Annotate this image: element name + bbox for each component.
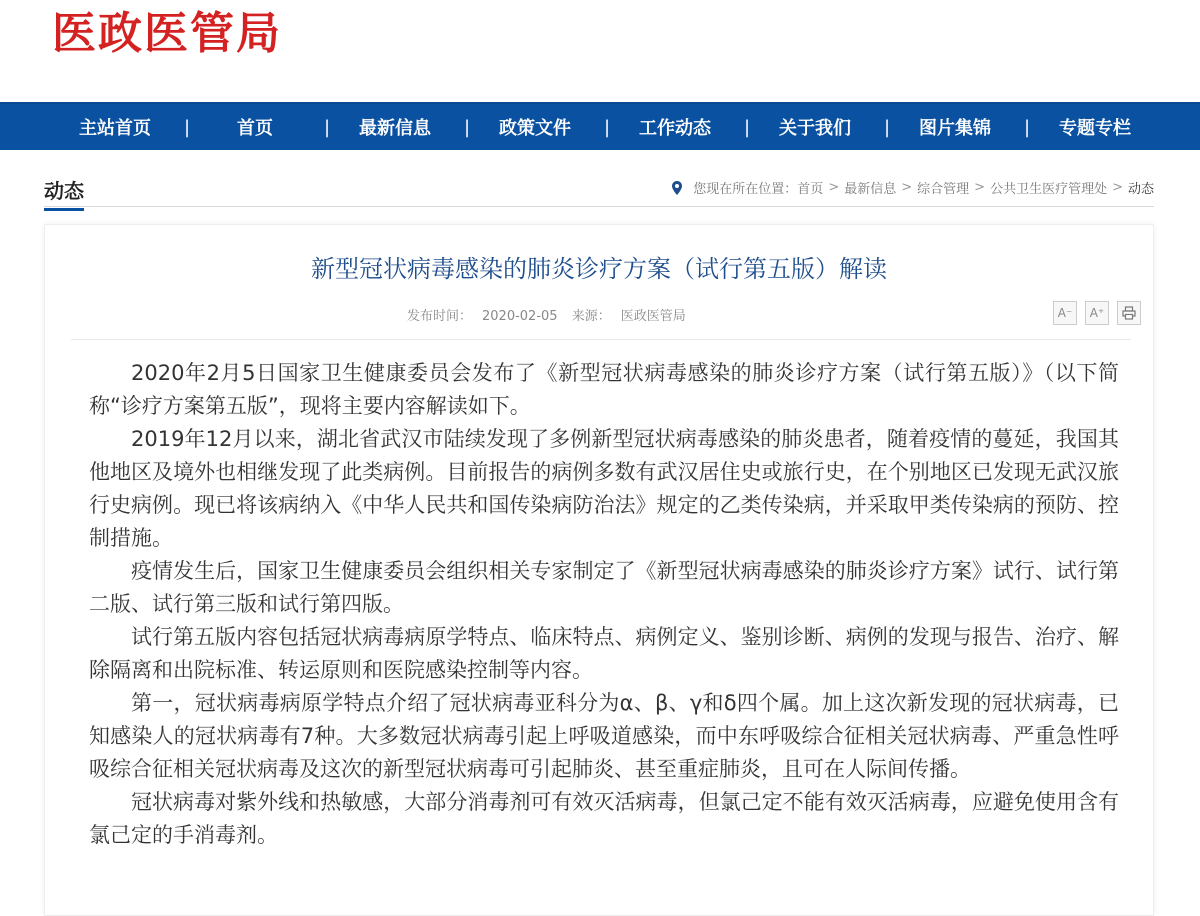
breadcrumb-current: 动态 (1127, 182, 1154, 197)
main-nav (0, 102, 1200, 150)
print-button[interactable] (1117, 301, 1141, 325)
nav-separator: | (1024, 116, 1031, 138)
publish-label: 发布时间： (407, 309, 473, 324)
article-body (89, 357, 1119, 852)
nav-separator: | (744, 116, 751, 138)
section-header (44, 170, 1154, 207)
section-title: 动态 (44, 175, 84, 211)
nav-item-work-news[interactable]: 工作动态 (639, 118, 711, 139)
breadcrumb (669, 178, 1154, 197)
paragraph: 疫情发生后，国家卫生健康委员会组织相关专家制定了《新型冠状病毒感染的肺炎诊疗方案》试行、试行第二版、试行第三版和试行第四版。 (89, 559, 1119, 616)
location-label: 您现在所在位置： (693, 182, 798, 197)
article-meta (407, 305, 696, 324)
source-name: 医政医管局 (620, 309, 686, 324)
nav-item-policy[interactable]: 政策文件 (499, 118, 571, 139)
paragraph: 2020年2月5日国家卫生健康委员会发布了《新型冠状病毒感染的肺炎诊疗方案（试行第五版）》（以下简称“诊疗方案第五版”，现将主要内容解读如下。 (89, 361, 1119, 418)
article-title: 新型冠状病毒感染的肺炎诊疗方案（试行第五版）解读 (311, 255, 887, 283)
breadcrumb-arrow: > (828, 180, 840, 195)
paragraph: 冠状病毒对紫外线和热敏感，大部分消毒剂可有效灭活病毒，但氯己定不能有效灭活病毒，应避免使用含有氯己定的手消毒剂。 (89, 790, 1119, 847)
nav-item-main-home[interactable]: 主站首页 (79, 118, 151, 139)
breadcrumb-arrow: > (974, 180, 986, 195)
paragraph: 第一，冠状病毒病原学特点介绍了冠状病毒亚科分为α、β、γ和δ四个属。加上这次新发现的冠状病毒，已知感染人的冠状病毒有7种。大多数冠状病毒引起上呼吸道感染，而中东呼吸综合征相关冠状病毒、严重急性呼吸综合征相关冠状病毒及这次的新型冠状病毒可引起肺炎、甚至重症肺炎，且可在人际间传播。 (89, 691, 1119, 781)
source-label: 来源： (571, 309, 611, 324)
publish-date: 2020-02-05 (482, 309, 558, 324)
print-icon (1122, 306, 1136, 320)
nav-separator: | (604, 116, 611, 138)
breadcrumb-home[interactable]: 首页 (797, 182, 824, 197)
paragraph: 试行第五版内容包括冠状病毒病原学特点、临床特点、病例定义、鉴别诊断、病例的发现与报告、治疗、解除隔离和出院标准、转运原则和医院感染控制等内容。 (89, 625, 1119, 682)
article-divider (71, 339, 1131, 340)
breadcrumb-latest[interactable]: 最新信息 (844, 182, 897, 197)
nav-separator: | (464, 116, 471, 138)
location-pin-icon (669, 180, 685, 196)
nav-separator: | (884, 116, 891, 138)
nav-item-latest[interactable]: 最新信息 (359, 118, 431, 139)
breadcrumb-public-health[interactable]: 公共卫生医疗管理处 (990, 182, 1108, 197)
article-container (44, 224, 1154, 916)
nav-item-about[interactable]: 关于我们 (779, 118, 851, 139)
nav-item-home[interactable]: 首页 (237, 118, 273, 139)
breadcrumb-arrow: > (1112, 180, 1123, 195)
paragraph: 2019年12月以来，湖北省武汉市陆续发现了多例新型冠状病毒感染的肺炎患者，随着疫情的蔓延，我国其他地区及境外也相继发现了此类病例。目前报告的病例多数有武汉居住史或旅行史，在个别地区已发现无武汉旅行史病例。现已将该病纳入《中华人民共和国传染病防治法》规定的乙类传染病，并采取甲类传染病的预防、控制措施。 (89, 427, 1119, 550)
nav-item-gallery[interactable]: 图片集锦 (919, 118, 991, 139)
font-smaller-button[interactable]: A⁻ (1053, 301, 1077, 325)
article-tools (1053, 301, 1141, 325)
nav-separator: | (324, 116, 331, 138)
breadcrumb-arrow: > (901, 180, 913, 195)
nav-separator: | (184, 116, 191, 138)
site-logo[interactable]: 医政医管局 (52, 8, 282, 59)
breadcrumb-general[interactable]: 综合管理 (917, 182, 970, 197)
font-larger-button[interactable]: A⁺ (1085, 301, 1109, 325)
nav-item-topics[interactable]: 专题专栏 (1059, 118, 1131, 139)
